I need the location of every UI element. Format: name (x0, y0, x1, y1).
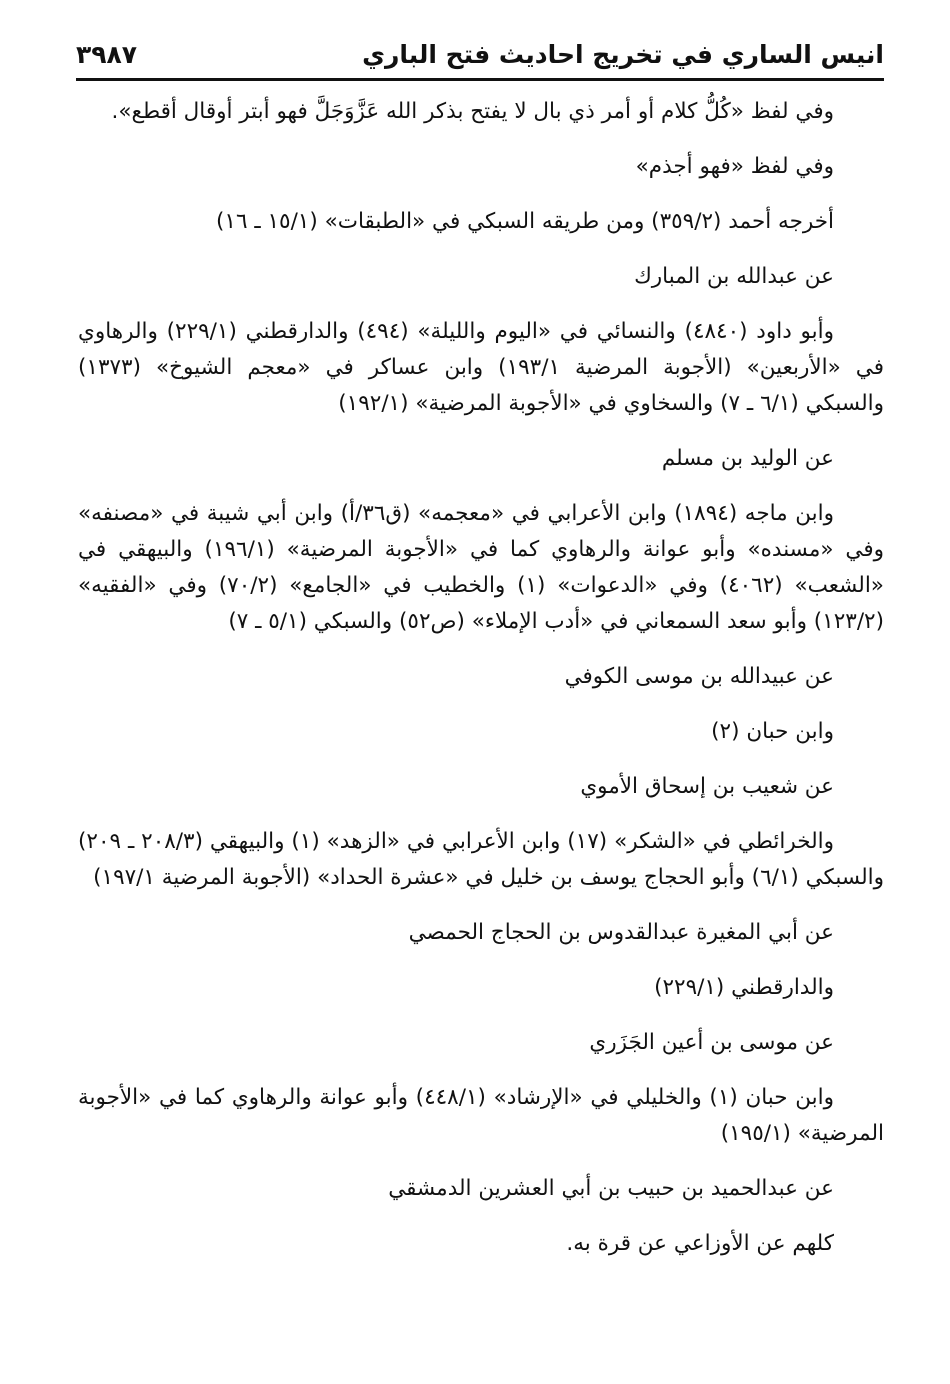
text-paragraph: والدارقطني (٢٢٩/١) (654, 975, 834, 1000)
narrator-line: عن موسى بن أعين الجَزَري (589, 1030, 834, 1055)
narrator-line: عن عبدالحميد بن حبيب بن أبي العشرين الدمشقي (388, 1176, 834, 1201)
text-paragraph: وفي لفظ «كُلُّ كلام أو أمر ذي بال لا يفتح بذكر الله عَزَّوَجَلَّ فهو أبتر أوقال أقطع». (111, 99, 834, 124)
narrator-line: عن الوليد بن مسلم (661, 446, 834, 471)
text-paragraph: وفي لفظ «فهو أجذم» (635, 154, 834, 179)
text-paragraph: والخرائطي في «الشكر» (١٧) وابن الأعرابي في «الزهد» (١) والبيهقي (٢٠٨/٣ ـ ٢٠٩) والسبكي (٦/١) وأبو الحجاج يوسف بن خليل في «عشرة الحداد» (الأجوبة المرضية ١٩٧/١) (78, 829, 884, 890)
book-title: انيس الساري في تخريج احاديث فتح الباري (362, 40, 884, 69)
text-paragraph: أخرجه أحمد (٣٥٩/٢) ومن طريقه السبكي في «الطبقات» (١٥/١ ـ ١٦) (216, 209, 834, 234)
narrator-line: عن أبي المغيرة عبدالقدوس بن الحجاج الحمصي (408, 920, 834, 945)
text-paragraph: وأبو داود (٤٨٤٠) والنسائي في «اليوم والليلة» (٤٩٤) والدارقطني (٢٢٩/١) والرهاوي في «الأربعين» (الأجوبة المرضية ١٩٣/١) وابن عساكر في «معجم الشيوخ» (١٣٧٣) والسبكي (٦/١ ـ ٧) والسخاوي في «الأجوبة المرضية» (١٩٢/١) (78, 319, 884, 416)
narrator-line: عن شعيب بن إسحاق الأموي (580, 774, 834, 799)
text-paragraph: وابن حبان (١) والخليلي في «الإرشاد» (٤٤٨/١) وأبو عوانة والرهاوي كما في «الأجوبة المرضية» (١٩٥/١) (78, 1085, 884, 1146)
narrator-line: عن عبدالله بن المبارك (634, 264, 834, 289)
narrator-line: عن عبيدالله بن موسى الكوفي (564, 664, 834, 689)
text-paragraph: وابن ماجه (١٨٩٤) وابن الأعرابي في «معجمه» (ق٣٦/أ) وابن أبي شيبة في «مصنفه» وفي «مسنده» وأبو عوانة والرهاوي كما في «الأجوبة المرضية» (١٩٦/١) والبيهقي في «الشعب» (٤٠٦٢) وفي «الدعوات» (١) والخطيب في «الجامع» (٧٠/٢) وفي «الفقيه» (١٢٣/٢) وأبو سعد السمعاني في «أدب الإملاء» (ص٥٢) والسبكي (٥/١ ـ ٧) (78, 501, 884, 634)
text-paragraph: وابن حبان (٢) (711, 719, 834, 744)
page-body (78, 94, 884, 1281)
closing-line: كلهم عن الأوزاعي عن قرة به. (566, 1231, 834, 1256)
page-number: ٣٩٨٧ (76, 40, 138, 69)
running-header (76, 38, 884, 81)
